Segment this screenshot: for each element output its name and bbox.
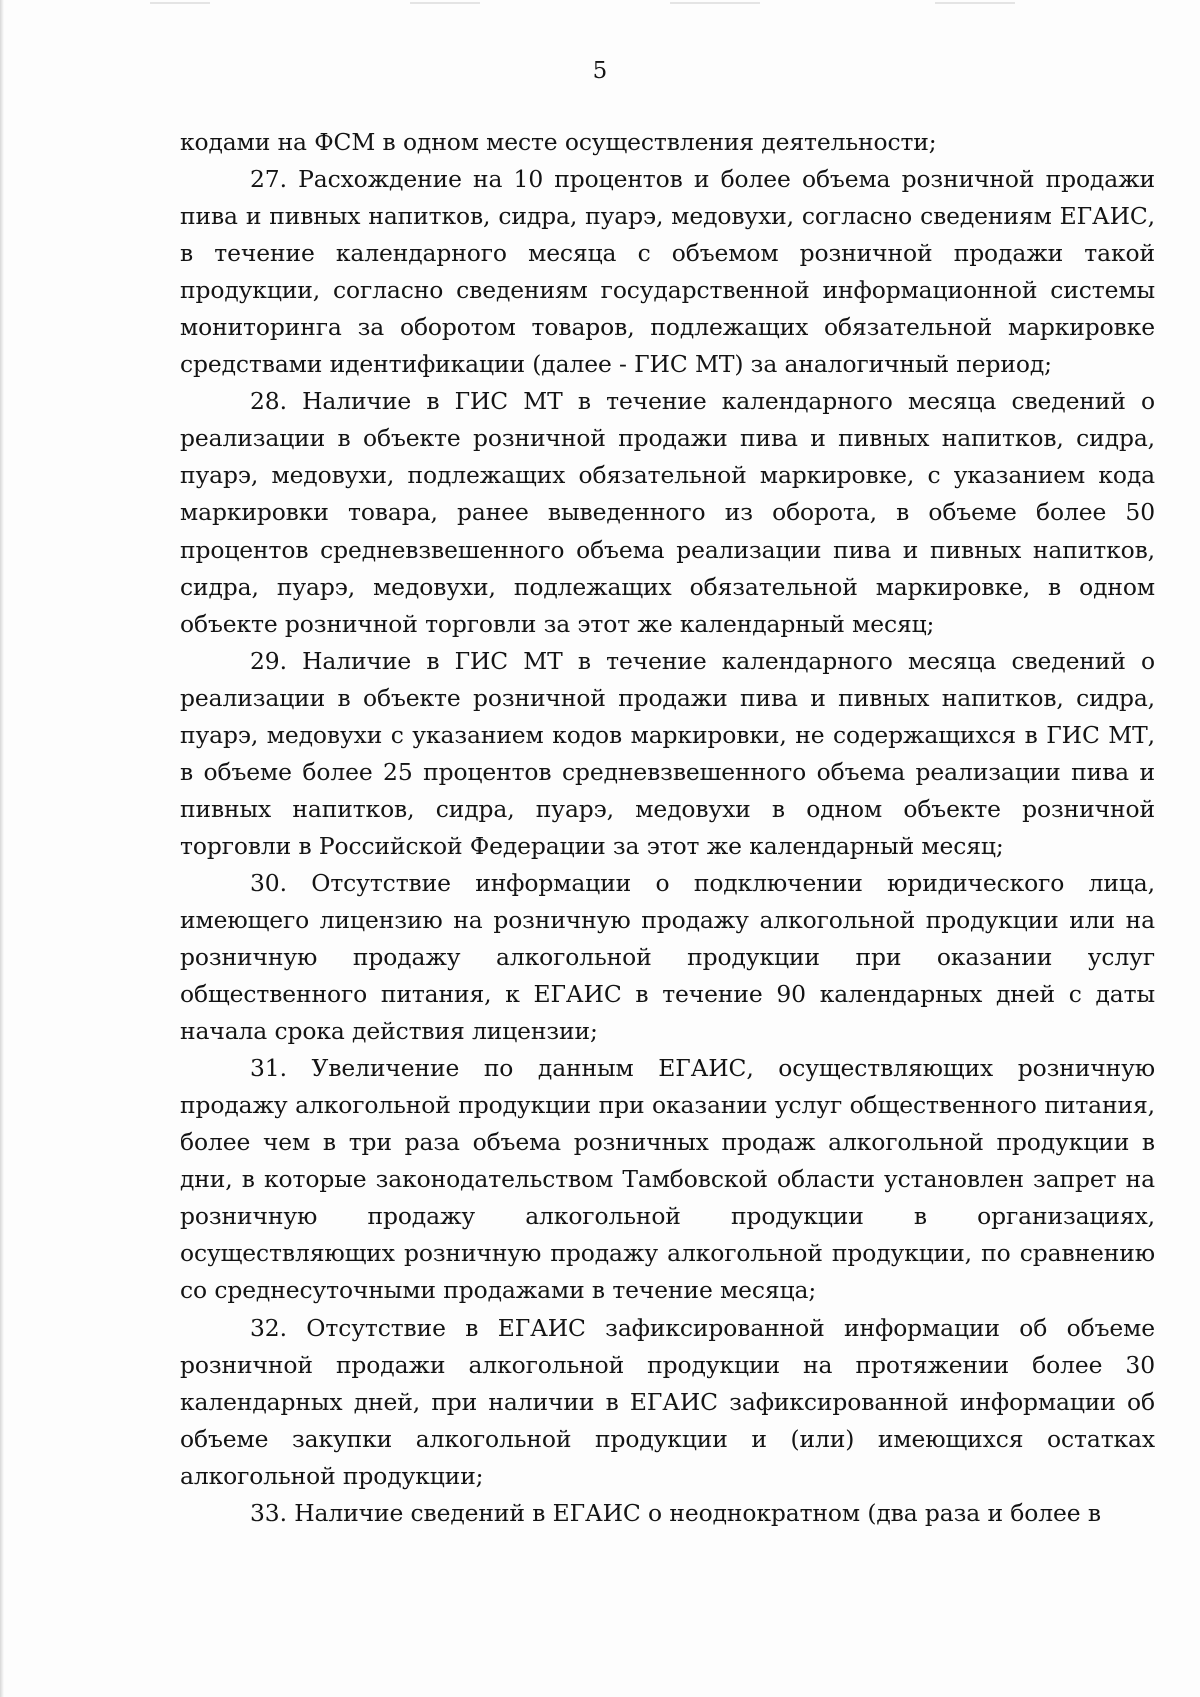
paragraph-item-30: 30. Отсутствие информации о подключении юридического лица, имеющего лицензию на розничную продажу алкогольной продукции или на розничную продажу алкогольной продукции при оказании услуг общественного питания, к ЕГАИС в течение 90 календарных дней с даты начала срока действия лицензии; xyxy=(180,868,1155,1046)
paragraph-item-28: 28. Наличие в ГИС МТ в течение календарного месяца сведений о реализации в объекте розничной продажи пива и пивных напитков, сидра, пуарэ, медовухи, подлежащих обязательной маркировке, с указанием кода маркировки товара, ранее выведенного из оборота, в объеме более 50 процентов средневзвешенного объема реализации пива и пивных напитков, сидра, пуарэ, медовухи, подлежащих обязательной маркировке, в одном объекте розничной торговли за этот же календарный месяц; xyxy=(180,387,1155,638)
scan-top-marks xyxy=(0,0,1200,10)
paragraph-item-29: 29. Наличие в ГИС МТ в течение календарного месяца сведений о реализации в объекте розничной продажи пива и пивных напитков, сидра, пуарэ, медовухи с указанием кодов маркировки, не содержащихся в ГИС МТ, в объеме более 25 процентов средневзвешенного объема реализации пива и пивных напитков, сидра, пуарэ, медовухи в одном объекте розничной торговли в Российской Федерации за этот же календарный месяц; xyxy=(180,646,1155,860)
paragraph-continuation: кодами на ФСМ в одном месте осуществления деятельности; xyxy=(180,128,937,156)
page-number: 5 xyxy=(592,58,608,84)
paragraph-item-27: 27. Расхождение на 10 процентов и более объема розничной продажи пива и пивных напитков, сидра, пуарэ, медовухи, согласно сведениям ЕГАИС, в течение календарного месяца с объемом розничной продажи такой продукции, согласно сведениям государственной информационной системы мониторинга за оборотом товаров, подлежащих обязательной маркировке средствами идентификации (далее - ГИС МТ) за аналогичный период; xyxy=(180,165,1155,379)
paragraph-item-31: 31. Увеличение по данным ЕГАИС, осуществляющих розничную продажу алкогольной продукции при оказании услуг общественного питания, более чем в три раза объема розничных продаж алкогольной продукции в дни, в которые законодательством Тамбовской области установлен запрет на розничную продажу алкогольной продукции в организациях, осуществляющих розничную продажу алкогольной продукции, по сравнению со среднесуточными продажами в течение месяца; xyxy=(180,1054,1155,1305)
paragraph-item-32: 32. Отсутствие в ЕГАИС зафиксированной информации об объеме розничной продажи алкогольной продукции на протяжении более 30 календарных дней, при наличии в ЕГАИС зафиксированной информации об объеме закупки алкогольной продукции и (или) имеющихся остатках алкогольной продукции; xyxy=(180,1313,1155,1490)
document-body xyxy=(180,124,1155,1532)
paragraph-item-33: 33. Наличие сведений в ЕГАИС о неоднократном (два раза и более в xyxy=(250,1498,1101,1527)
scan-edge-shadow xyxy=(0,0,4,1697)
